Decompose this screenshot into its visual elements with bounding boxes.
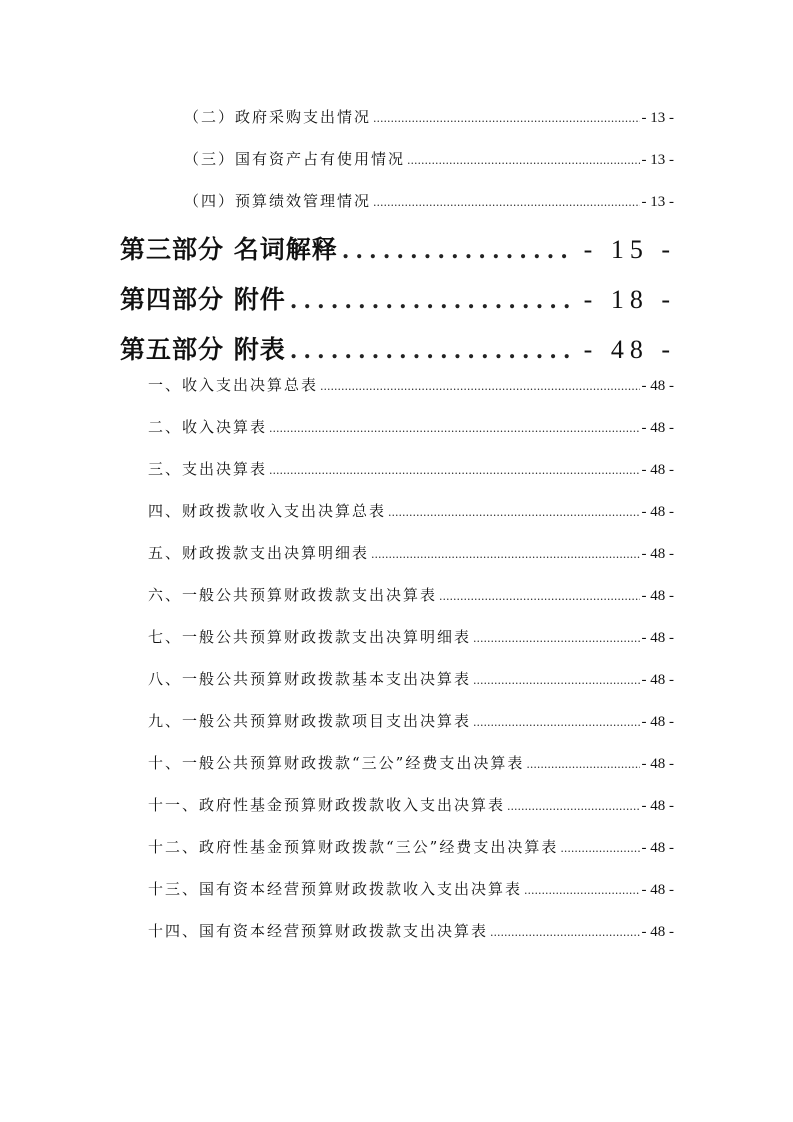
toc-table-7[interactable] [148, 626, 674, 647]
toc-entry-page: - 48 - [641, 378, 674, 394]
dot-leader [373, 196, 639, 209]
toc-entry-page: - 48 - [641, 798, 674, 814]
toc-table-2[interactable] [148, 416, 674, 437]
toc-entry-page: - 48 - [641, 588, 674, 604]
toc-entry-title: （四）预算绩效管理情况 [184, 192, 372, 210]
toc-entry-title: 十四、国有资本经营预算财政拨款支出决算表 [148, 922, 489, 940]
toc-part-five[interactable] [120, 330, 676, 366]
toc-part-four[interactable] [120, 280, 676, 316]
toc-table-1[interactable] [148, 374, 674, 395]
toc-entry-page: - 48 - [641, 504, 674, 520]
toc-table-9[interactable] [148, 710, 674, 731]
toc-part-title: 第四部分 附件 [120, 285, 286, 314]
toc-entry-page: - 48 - [641, 420, 674, 436]
toc-entry-procurement[interactable] [184, 106, 674, 127]
toc-part-title: 第三部分 名词解释 [120, 235, 338, 264]
toc-table-6[interactable] [148, 584, 674, 605]
toc-entry-page: - 48 - [641, 672, 674, 688]
dot-leader [342, 238, 570, 264]
toc-entry-page: - 48 - [641, 630, 674, 646]
toc-table-13[interactable] [148, 878, 674, 899]
toc-entry-title: （三）国有资产占有使用情况 [184, 150, 406, 168]
dot-leader [290, 338, 570, 364]
dot-leader [473, 716, 639, 729]
toc-part-page: - 18 - [583, 285, 676, 314]
toc-table-10[interactable] [148, 752, 674, 773]
dot-leader [290, 288, 570, 314]
toc-entry-title: 八、一般公共预算财政拨款基本支出决算表 [148, 670, 472, 688]
dot-leader [473, 674, 639, 687]
dot-leader [407, 154, 639, 167]
toc-entry-page: - 13 - [641, 194, 674, 210]
toc-part-page: - 48 - [583, 335, 676, 364]
dot-leader [439, 590, 639, 603]
toc-entry-title: 九、一般公共预算财政拨款项目支出决算表 [148, 712, 472, 730]
toc-entry-title: 十、一般公共预算财政拨款“三公”经费支出决算表 [148, 754, 525, 772]
toc-table-3[interactable] [148, 458, 674, 479]
dot-leader [388, 506, 639, 519]
toc-table-8[interactable] [148, 668, 674, 689]
dot-leader [490, 926, 639, 939]
toc-part-title: 第五部分 附表 [120, 335, 286, 364]
toc-entry-page: - 48 - [641, 924, 674, 940]
dot-leader [269, 422, 639, 435]
toc-table-12[interactable] [148, 836, 674, 857]
toc-entry-page: - 48 - [641, 714, 674, 730]
dot-leader [560, 842, 639, 855]
toc-entry-title: 六、一般公共预算财政拨款支出决算表 [148, 586, 438, 604]
dot-leader [320, 380, 639, 393]
toc-entry-title: 五、财政拨款支出决算明细表 [148, 544, 370, 562]
toc-part-three[interactable] [120, 230, 676, 266]
dot-leader [373, 112, 639, 125]
toc-table-4[interactable] [148, 500, 674, 521]
toc-entry-state-assets[interactable] [184, 148, 674, 169]
toc-entry-page: - 48 - [641, 462, 674, 478]
toc-entry-page: - 13 - [641, 152, 674, 168]
toc-entry-page: - 13 - [641, 110, 674, 126]
toc-entry-performance[interactable] [184, 190, 674, 211]
toc-entry-page: - 48 - [641, 546, 674, 562]
toc-entry-title: 十二、政府性基金预算财政拨款“三公”经费支出决算表 [148, 838, 559, 856]
toc-part-page: - 15 - [583, 235, 676, 264]
toc-entry-page: - 48 - [641, 840, 674, 856]
toc-entry-title: 十一、政府性基金预算财政拨款收入支出决算表 [148, 796, 506, 814]
toc-entry-page: - 48 - [641, 882, 674, 898]
toc-table-11[interactable] [148, 794, 674, 815]
toc-table-14[interactable] [148, 920, 674, 941]
toc-entry-title: 四、财政拨款收入支出决算总表 [148, 502, 387, 520]
toc-entry-title: 十三、国有资本经营预算财政拨款收入支出决算表 [148, 880, 523, 898]
toc-entry-title: 七、一般公共预算财政拨款支出决算明细表 [148, 628, 472, 646]
dot-leader [507, 800, 639, 813]
dot-leader [269, 464, 639, 477]
dot-leader [371, 548, 639, 561]
toc-entry-title: 一、收入支出决算总表 [148, 376, 319, 394]
dot-leader [526, 758, 639, 771]
toc-table-5[interactable] [148, 542, 674, 563]
toc-entry-title: 二、收入决算表 [148, 418, 268, 436]
dot-leader [524, 884, 639, 897]
toc-entry-page: - 48 - [641, 756, 674, 772]
toc-entry-title: （二）政府采购支出情况 [184, 108, 372, 126]
dot-leader [473, 632, 639, 645]
toc-entry-title: 三、支出决算表 [148, 460, 268, 478]
